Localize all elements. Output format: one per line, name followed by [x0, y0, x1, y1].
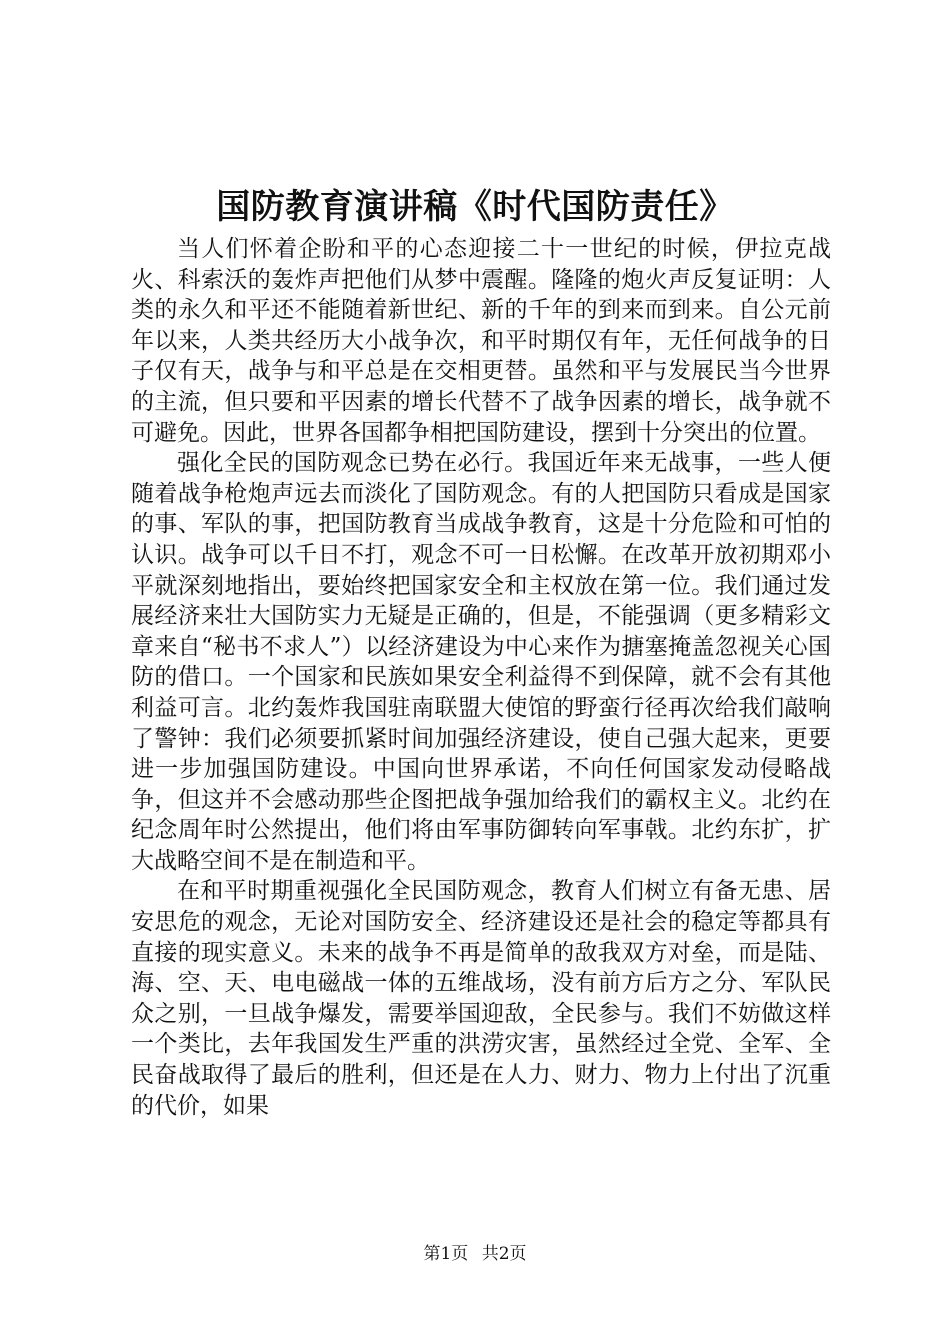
paragraph-1: 当人们怀着企盼和平的心态迎接二十一世纪的时候，伊拉克战火、科索沃的轰炸声把他们从梦中震醒。隆隆的炮火声反复证明：人类的永久和平还不能随着新世纪、新的千年的到来而到来。自公元前年以来，人类共经历大小战争次，和平时期仅有年，无任何战争的日子仅有天，战争与和平总是在交相更替。虽然和平与发展民当今世界的主流，但只要和平因素的增长代替不了战争因素的增长，战争就不可避免。因此，世界各国都争相把国防建设，摆到十分突出的位置。	[131, 236, 831, 446]
paragraph-3: 在和平时期重视强化全民国防观念，教育人们树立有备无患、居安思危的观念，无论对国防安全、经济建设还是社会的稳定等都具有直接的现实意义。未来的战争不再是简单的敌我双方对垒，而是陆、海、空、天、电电磁战一体的五维战场，没有前方后方之分、军队民众之别，一旦战争爆发，需要举国迎敌，全民参与。我们不妨做这样一个类比，去年我国发生严重的洪涝灾害，虽然经过全党、全军、全民奋战取得了最后的胜利，但还是在人力、财力、物力上付出了沉重的代价，如果	[131, 878, 831, 1119]
document-body	[131, 234, 831, 1121]
page-total: 共2页	[481, 1244, 527, 1264]
paragraph-2: 强化全民的国防观念已势在必行。我国近年来无战事，一些人便随着战争枪炮声远去而淡化了国防观念。有的人把国防只看成是国家的事、军队的事，把国防教育当成战争教育，这是十分危险和可怕的认识。战争可以千日不打，观念不可一日松懈。在改革开放初期邓小平就深刻地指出，要始终把国家安全和主权放在第一位。我们通过发展经济来壮大国防实力无疑是正确的，但是，不能强调（更多精彩文章来自“秘书不求人”）以经济建设为中心来作为搪塞掩盖忽视关心国防的借口。一个国家和民族如果安全利益得不到保障，就不会有其他利益可言。北约轰炸我国驻南联盟大使馆的野蛮行径再次给我们敲响了警钟：我们必须要抓紧时间加强经济建设，使自己强大起来，更要进一步加强国防建设。中国向世界承诺，不向任何国家发动侵略战争，但这并不会感动那些企图把战争强加给我们的霸权主义。北约在纪念周年时公然提出，他们将由军事防御转向军事戟。北约东扩，扩大战略空间不是在制造和平。	[131, 450, 831, 874]
page-number: 第1页	[423, 1244, 469, 1264]
document-title: 国防教育演讲稿《时代国防责任》	[216, 187, 734, 227]
page-footer	[0, 1243, 950, 1265]
